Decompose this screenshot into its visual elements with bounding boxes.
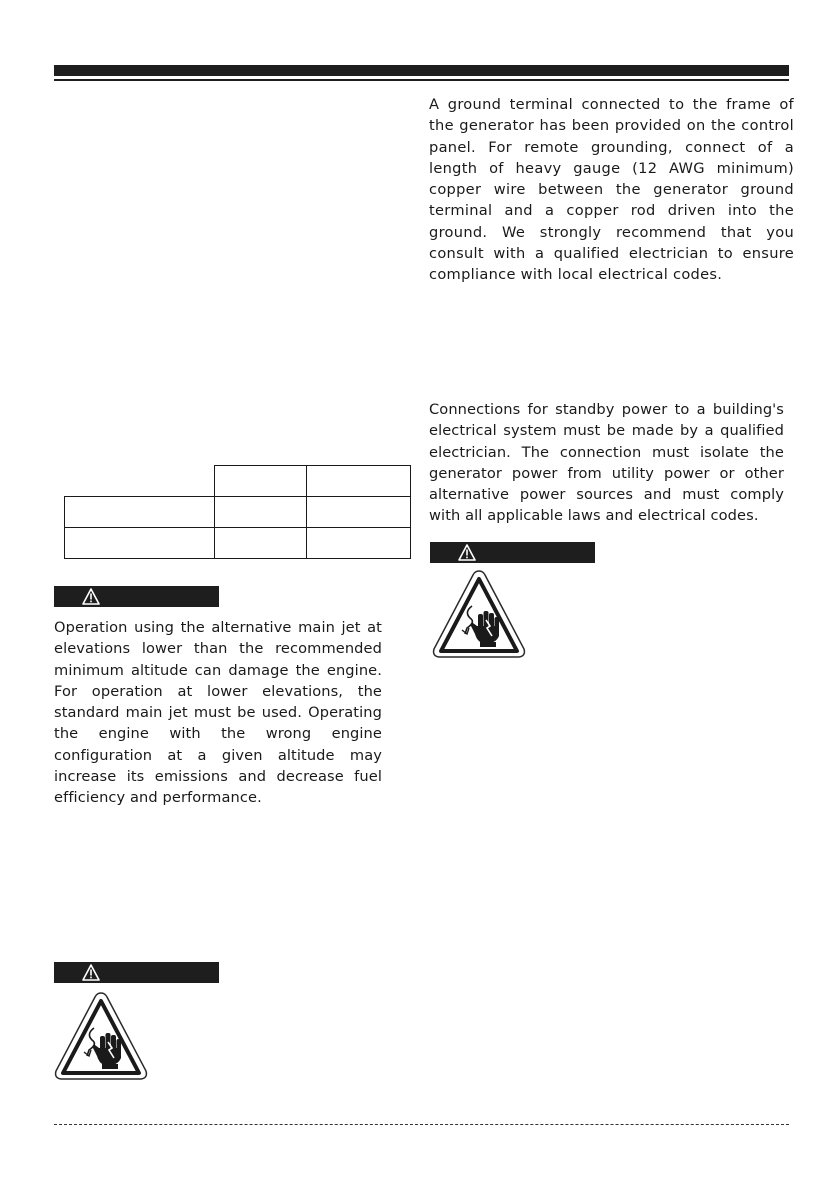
- electric-shock-hazard-icon: [52, 990, 150, 1082]
- standby-paragraph: Connections for standby power to a building's electrical system must be made by a qualified electrician. The connection must isolate the generator power from utility power or other alternative power sources and must comply with all applicable laws and electrical codes.: [429, 401, 784, 525]
- table-cell: [307, 497, 411, 528]
- warning-bar: [430, 542, 595, 563]
- table-cell: [215, 528, 307, 559]
- table-cell: [215, 497, 307, 528]
- table-cell: [65, 528, 215, 559]
- table-header-cell: [307, 466, 411, 497]
- grounding-paragraph: A ground terminal connected to the frame of the generator has been provided on the control panel. For remote grounding, connect of a length of heavy gauge (12 AWG minimum) copper wire between the generator ground terminal and a copper rod driven into the ground. We strongly recommend that you consult with a qualified electrician to ensure compliance with local electrical codes.: [429, 96, 794, 284]
- table-header-cell: [215, 466, 307, 497]
- table-row: [65, 528, 411, 559]
- table-cell: [65, 466, 215, 497]
- warning-bar: [54, 586, 219, 607]
- table-row: [65, 466, 411, 497]
- warning-triangle-icon: [458, 544, 476, 561]
- warning-triangle-icon: [82, 964, 100, 981]
- table-cell: [307, 528, 411, 559]
- table-cell: [65, 497, 215, 528]
- header-rule: [54, 79, 789, 81]
- table-row: [65, 497, 411, 528]
- footer-rule: [54, 1124, 789, 1125]
- altitude-table: [64, 465, 411, 559]
- electric-shock-hazard-icon: [430, 568, 528, 660]
- warning-triangle-icon: [82, 588, 100, 605]
- header-bar: [54, 65, 789, 76]
- altitude-warning-paragraph: Operation using the alternative main jet at elevations lower than the recommended minimum altitude can damage the engine. For operation at lower elevations, the standard main jet must be used. Operating the engine with the wrong engine configuration at a given altitude may increase its emissions and decrease fuel efficiency and performance.: [54, 619, 382, 807]
- warning-bar: [54, 962, 219, 983]
